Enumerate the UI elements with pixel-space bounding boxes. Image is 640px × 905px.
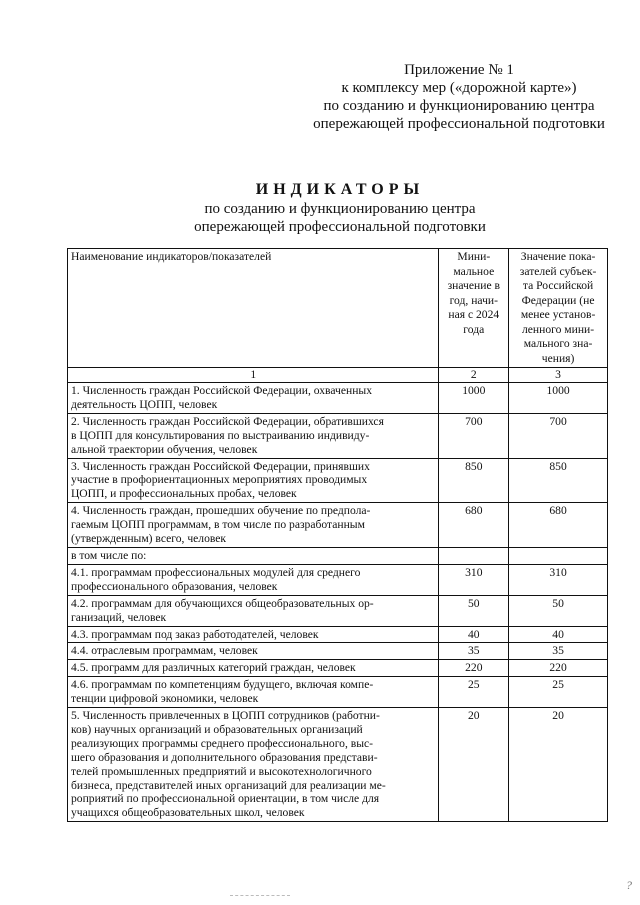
indicator-region-value: 1000 (509, 383, 608, 414)
indicator-name: 4.4. отраслевым программам, человек (68, 643, 439, 660)
indicator-name: 4. Численность граждан, прошедших обучение по предпола- гаемым ЦОПП программам, в том числе по разработанным (утвержденным) всего, человек (68, 503, 439, 548)
subtitle-line-2: опережающей профессиональной подготовки (194, 219, 486, 235)
column-number-1: 1 (68, 368, 439, 383)
indicator-min-value: 35 (439, 643, 509, 660)
indicator-region-value: 220 (509, 660, 608, 677)
indicator-region-value: 25 (509, 677, 608, 708)
table-row (68, 643, 608, 660)
header-indicator-name: Наименование индикаторов/показателей (68, 249, 439, 368)
table-row (68, 383, 608, 414)
column-numbers-row (68, 368, 608, 383)
indicator-region-value: 20 (509, 708, 608, 822)
indicator-min-value (439, 547, 509, 564)
indicator-region-value: 40 (509, 626, 608, 643)
table-row (68, 660, 608, 677)
header-min-value: Мини- мальное значение в год, начи- ная с 2024 года (439, 249, 509, 368)
table-row (68, 564, 608, 595)
indicator-min-value: 310 (439, 564, 509, 595)
table-row (68, 413, 608, 458)
indicator-region-value: 680 (509, 503, 608, 548)
indicator-name: 4.3. программам под заказ работодателей, человек (68, 626, 439, 643)
indicator-region-value: 50 (509, 595, 608, 626)
subtitle-line-1: по созданию и функционированию центра (204, 201, 476, 217)
indicator-region-value (509, 547, 608, 564)
column-number-3: 3 (509, 368, 608, 383)
indicators-table (67, 248, 608, 822)
indicator-min-value: 25 (439, 677, 509, 708)
table-row (68, 595, 608, 626)
appendix-line-4: опережающей профессиональной подготовки (313, 116, 605, 132)
indicator-name: 5. Численность привлеченных в ЦОПП сотрудников (работни- ков) научных организаций и образовательных организаций реализующих программы среднего профессионального, выс- шего образования и дополнительного образования представи- телей промышленных предприятий и высокотехнологичного бизнеса, представителей иных организаций для реализации ме- роприятий по профессиональной ориентации, в том числе для учащихся общеобразовательных школ, человек (68, 708, 439, 822)
table-row (68, 458, 608, 503)
table-row (68, 677, 608, 708)
indicator-name: 4.2. программам для обучающихся общеобразовательных ор- ганизаций, человек (68, 595, 439, 626)
column-number-2: 2 (439, 368, 509, 383)
table-row (68, 708, 608, 822)
indicator-name: 4.5. программ для различных категорий граждан, человек (68, 660, 439, 677)
indicator-min-value: 680 (439, 503, 509, 548)
indicator-min-value: 850 (439, 458, 509, 503)
indicator-region-value: 700 (509, 413, 608, 458)
indicator-min-value: 1000 (439, 383, 509, 414)
appendix-line-1: Приложение № 1 (404, 62, 514, 78)
indicator-name: в том числе по: (68, 547, 439, 564)
appendix-line-3: по созданию и функционированию центра (323, 98, 595, 114)
indicator-min-value: 50 (439, 595, 509, 626)
indicator-region-value: 310 (509, 564, 608, 595)
page-title: ИНДИКАТОРЫ (255, 181, 425, 198)
header-region-value: Значение пока- зателей субъек- та Российской Федерации (не менее установ- ленного мини- мального зна- чения) (509, 249, 608, 368)
table-header-row (68, 249, 608, 368)
heading-block (140, 180, 540, 236)
indicator-name: 1. Численность граждан Российской Федерации, охваченных деятельность ЦОПП, человек (68, 383, 439, 414)
page-mark: ? (626, 878, 632, 892)
table-row (68, 547, 608, 564)
indicator-min-value: 220 (439, 660, 509, 677)
indicator-region-value: 35 (509, 643, 608, 660)
indicator-name: 4.1. программам профессиональных модулей для среднего профессионального образования, человек (68, 564, 439, 595)
table-row (68, 503, 608, 548)
appendix-block (300, 61, 618, 133)
indicator-region-value: 850 (509, 458, 608, 503)
table-row (68, 626, 608, 643)
indicator-name: 4.6. программам по компетенциям будущего, включая компе- тенции цифровой экономики, человек (68, 677, 439, 708)
indicator-min-value: 20 (439, 708, 509, 822)
indicator-name: 2. Численность граждан Российской Федерации, обратившихся в ЦОПП для консультирования по выстраиванию индивиду- альной траектории обучения, человек (68, 413, 439, 458)
indicator-min-value: 700 (439, 413, 509, 458)
indicator-name: 3. Численность граждан Российской Федерации, принявших участие в профориентационных мероприятиях проводимых ЦОПП, и профессиональных пробах, человек (68, 458, 439, 503)
scan-artifact (230, 895, 290, 899)
indicator-min-value: 40 (439, 626, 509, 643)
appendix-line-2: к комплексу мер («дорожной карте») (341, 80, 577, 96)
